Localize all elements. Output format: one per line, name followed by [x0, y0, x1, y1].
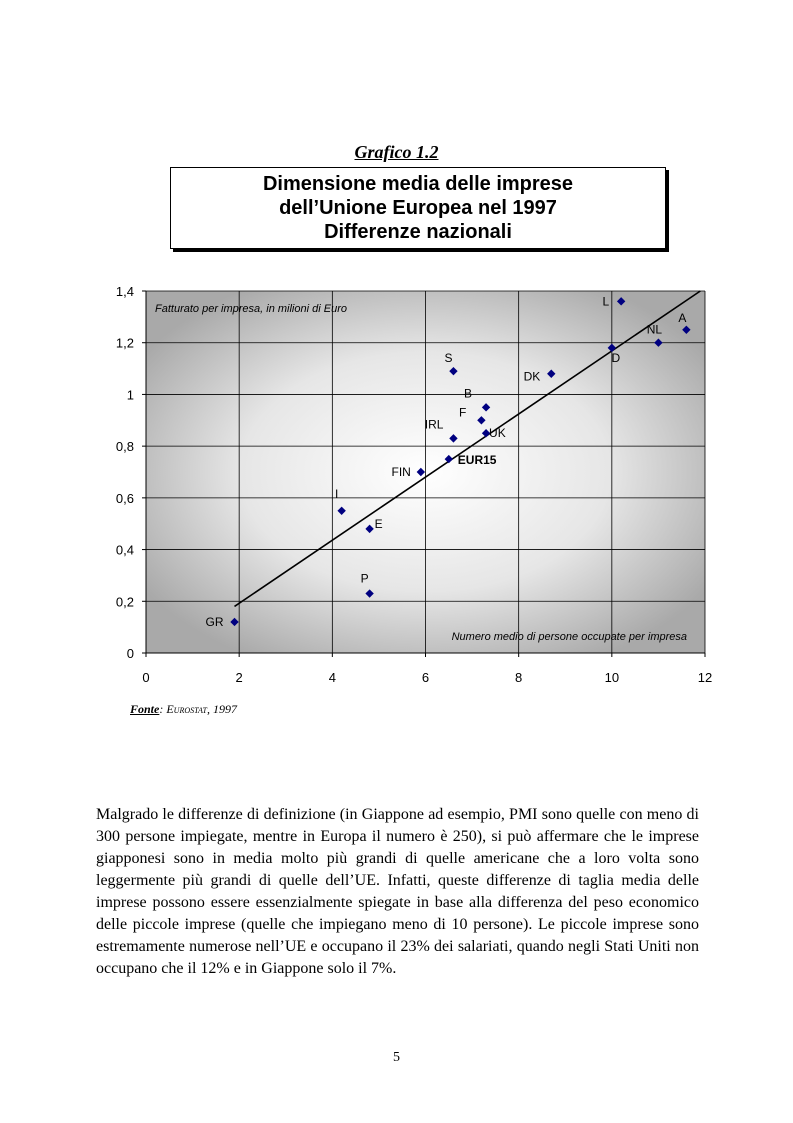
- chart-title-line-2: dell’Unione Europea nel 1997: [279, 197, 557, 219]
- chart-title-line-1: Dimensione media delle imprese: [262, 173, 574, 195]
- x-tick-label: 0: [142, 670, 150, 685]
- x-axis-label: Numero medio di persone occupate per impresa: [451, 631, 687, 643]
- source-label: Fonte: [130, 702, 160, 716]
- point-label-p: P: [360, 571, 369, 586]
- y-tick-label: 0,8: [115, 439, 134, 455]
- point-label-e: E: [374, 516, 383, 531]
- y-axis-label: Fatturato per impresa, in milioni di Euro: [155, 303, 347, 315]
- x-tick-label: 4: [328, 670, 336, 685]
- point-label-f: F: [459, 405, 467, 420]
- y-tick-label: 0,6: [115, 490, 134, 506]
- y-tick-label: 0,4: [115, 542, 134, 558]
- point-label-l: L: [602, 294, 610, 309]
- point-label-fin: FIN: [391, 465, 411, 479]
- point-label-b: B: [464, 386, 473, 401]
- point-label-dk: DK: [523, 369, 541, 384]
- x-tick-label: 12: [697, 670, 713, 685]
- point-label-i: I: [334, 486, 339, 501]
- y-tick-label: 1: [126, 387, 134, 403]
- point-label-eur15: EUR15: [457, 453, 497, 468]
- point-label-d: D: [611, 350, 621, 365]
- y-tick-label: 0,2: [115, 594, 134, 610]
- point-label-s: S: [444, 351, 453, 366]
- body-paragraph: Malgrado le differenze di definizione (in Giappone ad esempio, PMI sono quelle con meno di 300 persone impiegate, mentre in Europa il numero è 250), si può affermare che le imprese giapponesi sono in media molto più grandi di quelle americane che a loro volta sono leggermente più grandi di quelle dell’UE. Infatti, queste differenze di taglia media delle imprese possono essere essenzialmente spiegate in base alla differenza del peso economico delle piccole imprese (quelle che impiegano meno di 10 persone). Le piccole imprese sono estremamente numerose nell’UE e occupano il 23% dei salariati, quando negli Stati Uniti non occupano che il 12% e in Giappone solo il 7%.: [96, 806, 699, 977]
- x-tick-label: 2: [235, 670, 243, 685]
- x-tick-label: 6: [421, 670, 430, 685]
- y-tick-label: 1,2: [115, 335, 134, 351]
- source-note: [130, 702, 237, 717]
- point-label-uk: UK: [489, 426, 506, 441]
- source-year: , 1997: [207, 702, 238, 716]
- x-tick-label: 8: [515, 670, 523, 685]
- point-label-a: A: [678, 310, 687, 325]
- point-label-gr: GR: [205, 614, 224, 629]
- y-tick-label: 1,4: [115, 284, 134, 299]
- chart-title-line-3: Differenze nazionali: [324, 221, 512, 243]
- page-number: 5: [393, 1050, 400, 1065]
- source-separator: :: [159, 702, 167, 716]
- point-label-irl: IRL: [424, 417, 444, 432]
- x-tick-label: 10: [604, 670, 620, 685]
- figure-caption: Grafico 1.2: [354, 142, 439, 162]
- point-label-nl: NL: [646, 322, 663, 337]
- source-organization: Eurostat: [166, 702, 208, 716]
- y-tick-label: 0: [126, 646, 134, 661]
